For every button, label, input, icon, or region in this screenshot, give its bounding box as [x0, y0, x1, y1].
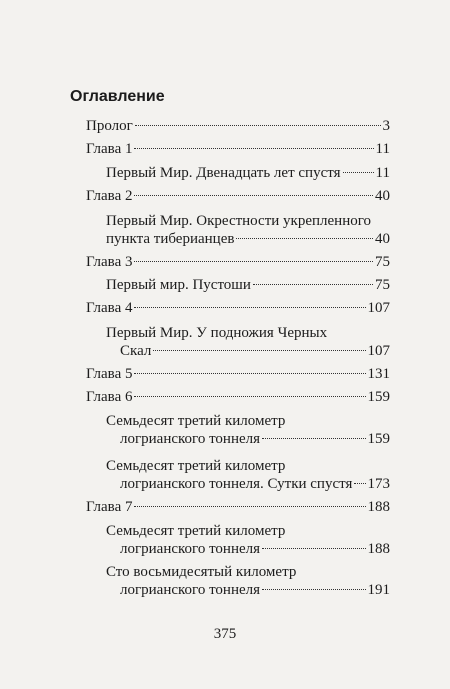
toc-entry — [120, 342, 390, 360]
toc-entry-title: логрианского тоннеля — [120, 582, 261, 598]
toc-entry — [120, 540, 390, 558]
toc-entry — [86, 253, 390, 271]
toc-entry — [86, 117, 390, 135]
toc-entry-page: 191 — [367, 582, 390, 598]
toc-entry-page: 40 — [375, 231, 390, 247]
toc-entry-title: Первый Мир. Двенадцать лет спустя — [106, 165, 341, 181]
dot-leader — [253, 283, 373, 285]
toc-entry-title: Глава 5 — [86, 366, 133, 382]
toc-entry-page: 188 — [367, 499, 390, 515]
dot-leader — [134, 395, 365, 397]
toc-entry — [106, 276, 390, 294]
toc-entry-page: 173 — [367, 476, 390, 492]
toc-entry-page: 75 — [375, 277, 390, 293]
toc-entry — [120, 581, 390, 599]
toc-entry-title-line1: Семьдесят третий километр — [106, 523, 286, 539]
toc-entry-title: Глава 6 — [86, 389, 133, 405]
dot-leader — [262, 547, 365, 549]
toc-entry-page: 159 — [367, 389, 390, 405]
toc-entry-page: 131 — [367, 366, 390, 382]
toc-entry-page: 75 — [375, 254, 390, 270]
dot-leader — [343, 171, 374, 173]
toc-entry-title: Глава 7 — [86, 499, 133, 515]
dot-leader — [134, 260, 373, 262]
dot-leader — [236, 237, 373, 239]
page-number: 375 — [213, 626, 237, 642]
toc-entry-title: пункта тиберианцев — [106, 231, 235, 247]
toc-entry-title: Глава 4 — [86, 300, 133, 316]
dot-leader — [134, 372, 365, 374]
toc-entry-title: Глава 3 — [86, 254, 133, 270]
toc-entry-title: Пролог — [86, 118, 133, 134]
dot-leader — [134, 505, 365, 507]
dot-leader — [134, 306, 365, 308]
toc-entry-title: логрианского тоннеля. Сутки спустя — [120, 476, 353, 492]
toc-entry — [120, 430, 390, 448]
toc-entry-page: 107 — [367, 343, 390, 359]
toc-entry-title-line1: Семьдесят третий километр — [106, 458, 286, 474]
toc-entry — [86, 365, 390, 383]
toc-entry-title: логрианского тоннеля — [120, 431, 261, 447]
toc-entry — [120, 475, 390, 493]
toc-entry-page: 40 — [375, 188, 390, 204]
toc-entry-title: Глава 1 — [86, 141, 133, 157]
toc-heading: Оглавление — [70, 88, 165, 105]
toc-entry-title: Глава 2 — [86, 188, 133, 204]
toc-entry — [86, 498, 390, 516]
toc-entry — [86, 187, 390, 205]
toc-entry — [106, 164, 390, 182]
dot-leader — [134, 194, 373, 196]
toc-entry — [106, 230, 390, 248]
toc-entry-page: 11 — [375, 141, 390, 157]
toc-entry-page: 188 — [367, 541, 390, 557]
toc-entry-page: 107 — [367, 300, 390, 316]
toc-entry — [86, 299, 390, 317]
dot-leader — [354, 482, 365, 484]
dot-leader — [134, 147, 373, 149]
toc-entry-title: Скал — [120, 343, 152, 359]
toc-entry-title-line1: Сто восьмидесятый километр — [106, 564, 297, 580]
toc-entry — [86, 140, 390, 158]
toc-entry-page: 3 — [382, 118, 390, 134]
toc-entry-title-line1: Первый Мир. Окрестности укрепленного — [106, 213, 371, 229]
dot-leader — [262, 588, 365, 590]
toc-entry-page: 159 — [367, 431, 390, 447]
toc-entry-title-line1: Семьдесят третий километр — [106, 413, 286, 429]
toc-entry — [86, 388, 390, 406]
toc-entry-title: Первый мир. Пустоши — [106, 277, 251, 293]
toc-entry-title: логрианского тоннеля — [120, 541, 261, 557]
dot-leader — [262, 437, 365, 439]
dot-leader — [135, 124, 381, 126]
toc-entry-title-line1: Первый Мир. У подножия Черных — [106, 325, 328, 341]
toc-entry-page: 11 — [375, 165, 390, 181]
dot-leader — [153, 349, 365, 351]
